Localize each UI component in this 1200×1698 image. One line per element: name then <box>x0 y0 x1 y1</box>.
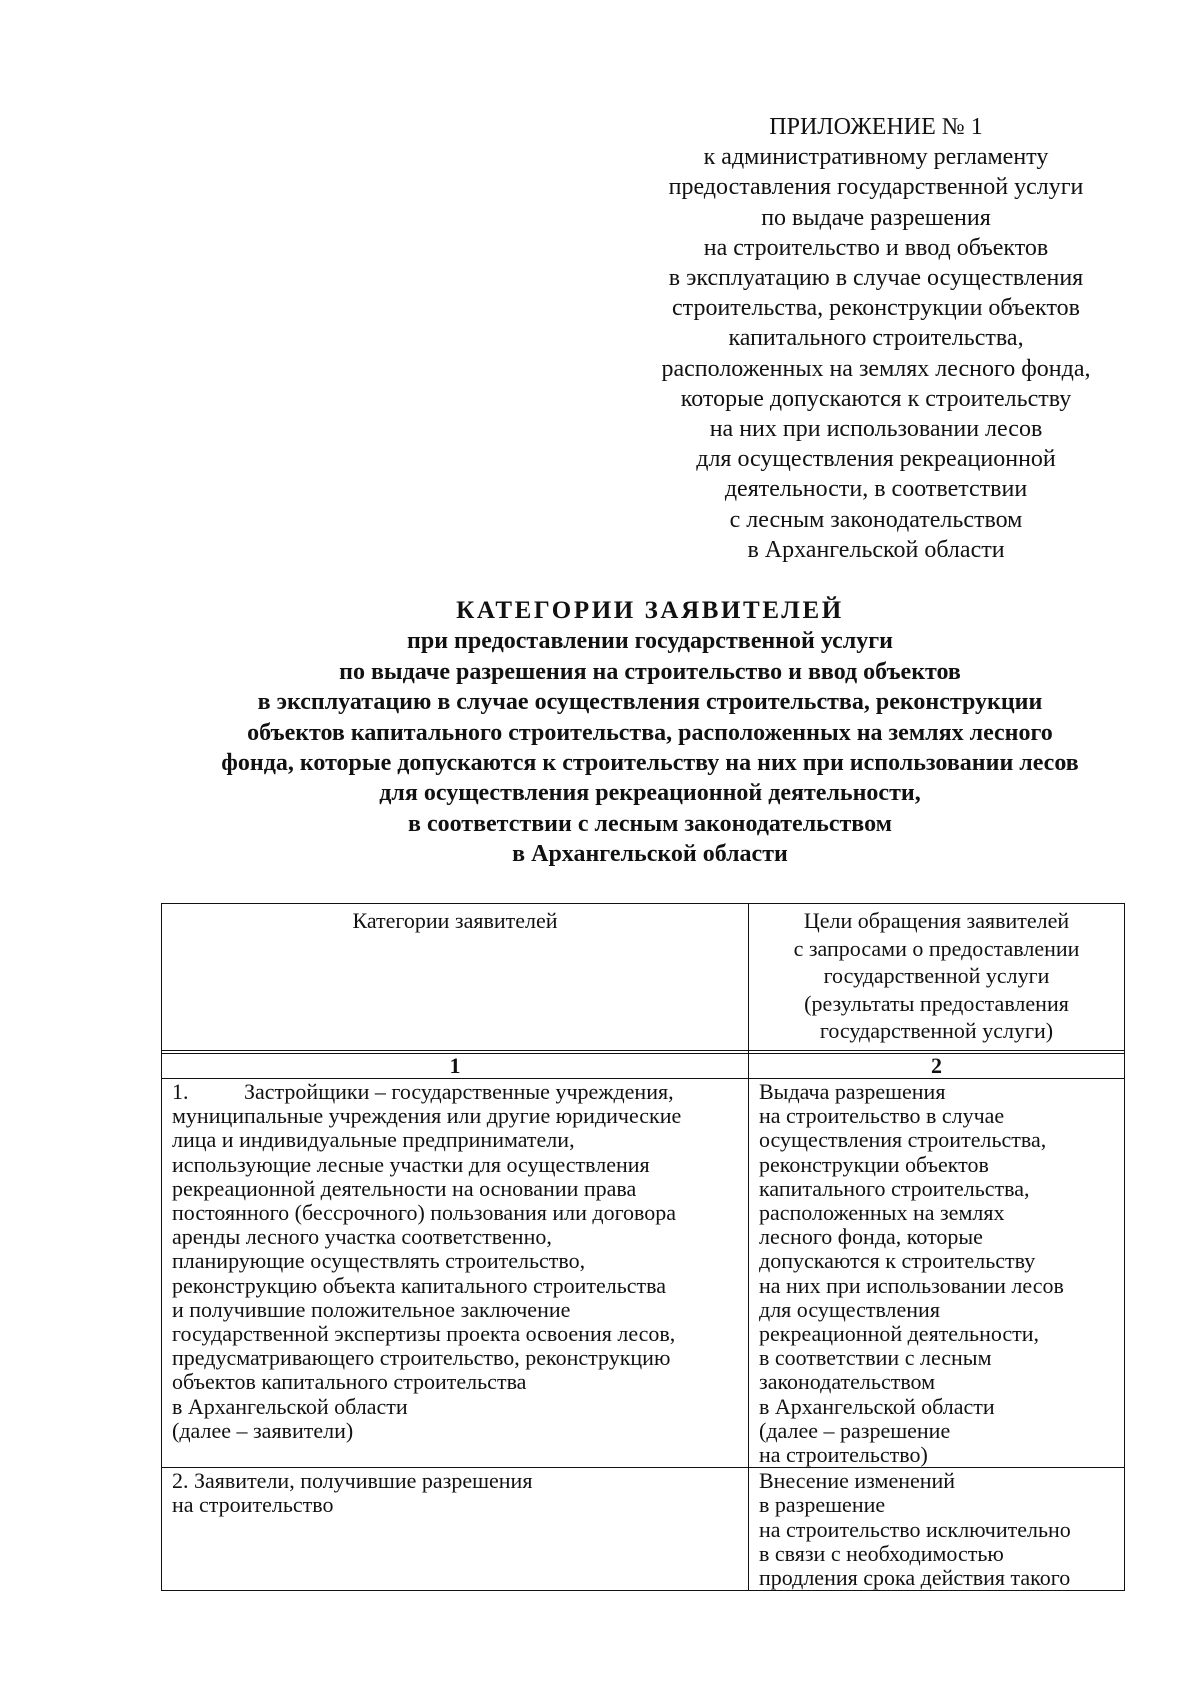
title-line: объектов капитального строительства, расположенных на землях лесного <box>247 719 1053 746</box>
row-text: лесного фонда, которые <box>759 1224 983 1250</box>
appendix-title: ПРИЛОЖЕНИЕ № 1 <box>769 114 983 140</box>
column-number-1: 1 <box>162 1054 749 1079</box>
header-text: государственной услуги <box>823 963 1050 988</box>
header-text: Цели обращения заявителей <box>803 908 1070 933</box>
header-text: (результаты предоставления <box>804 990 1069 1016</box>
column-number-2: 2 <box>749 1054 1125 1079</box>
appendix-line: строительства, реконструкции объектов <box>672 295 1080 322</box>
row-text: допускаются к строительству <box>759 1248 1036 1274</box>
title-line: при предоставлении государственной услуги <box>407 628 893 655</box>
row-text: лица и индивидуальные предприниматели, <box>172 1127 575 1153</box>
header-text: государственной услуги) <box>819 1018 1054 1043</box>
row-text: на строительство исключительно <box>759 1516 1071 1542</box>
row-1-goals-cell <box>749 1079 1125 1468</box>
row-2-goals-cell <box>749 1468 1125 1591</box>
row-text: 2. Заявители, получившие разрешения <box>172 1468 533 1494</box>
document-title <box>100 596 1200 870</box>
row-text: реконструкции объектов <box>759 1151 989 1177</box>
row-number: 1. <box>172 1079 189 1104</box>
row-text: в Архангельской области <box>759 1393 995 1419</box>
row-text: и получившие положительное заключение <box>172 1296 571 1322</box>
appendix-line: в Архангельской области <box>747 536 1005 563</box>
row-text: в соответствии с лесным <box>759 1345 992 1371</box>
column-number-row <box>162 1054 1125 1079</box>
appendix-line: по выдаче разрешения <box>761 204 991 231</box>
appendix-heading <box>626 112 1126 565</box>
applicant-categories-table <box>161 903 1125 1591</box>
title-line: по выдаче разрешения на строительство и ввод объектов <box>339 658 961 685</box>
row-text: рекреационной деятельности на основании права <box>172 1175 637 1201</box>
row-text: муниципальные учреждения или другие юридические <box>172 1103 682 1129</box>
appendix-line: для осуществления рекреационной <box>696 446 1056 473</box>
title-line: фонда, которые допускаются к строительству на них при использовании лесов <box>221 750 1079 777</box>
table-header-row <box>162 904 1125 1051</box>
row-text: рекреационной деятельности, <box>759 1321 1040 1347</box>
title-line: в соответствии с лесным законодательством <box>407 810 892 837</box>
row-text: расположенных на землях <box>759 1200 1005 1226</box>
appendix-line: с лесным законодательством <box>729 506 1023 533</box>
row-text: продления срока действия такого <box>759 1565 1071 1591</box>
row-text: в связи с необходимостью <box>759 1540 1004 1566</box>
row-text: в Архангельской области <box>172 1393 408 1419</box>
row-1-categories-cell <box>162 1079 749 1468</box>
row-text: осуществления строительства, <box>759 1127 1047 1153</box>
row-text: капитального строительства, <box>759 1175 1030 1201</box>
row-text: для осуществления <box>759 1296 940 1322</box>
row-text: предусматривающего строительство, реконструкцию <box>172 1345 671 1371</box>
header-cell-goals <box>749 904 1125 1051</box>
row-text: на них при использовании лесов <box>759 1272 1064 1298</box>
appendix-line: которые допускаются к строительству <box>680 385 1072 412</box>
row-text: планирующие осуществлять строительство, <box>172 1248 586 1274</box>
row-text: Внесение изменений <box>759 1468 956 1494</box>
appendix-line: капитального строительства, <box>728 325 1024 352</box>
row-text: (далее – разрешение <box>759 1417 951 1443</box>
table-row <box>162 1468 1125 1591</box>
row-2-categories-cell <box>162 1468 749 1591</box>
appendix-line: на них при использовании лесов <box>709 416 1043 443</box>
row-text: на строительство в случае <box>759 1103 1005 1129</box>
row-text: в разрешение <box>759 1492 886 1518</box>
appendix-line: к административному регламенту <box>703 144 1049 171</box>
title-heading: КАТЕГОРИИ ЗАЯВИТЕЛЕЙ <box>456 597 844 624</box>
appendix-line: в эксплуатацию в случае осуществления <box>668 265 1084 292</box>
row-text: реконструкцию объекта капитального строительства <box>172 1272 667 1298</box>
table-row <box>162 1079 1125 1468</box>
row-text: аренды лесного участка соответственно, <box>172 1224 552 1250</box>
appendix-line: на строительство и ввод объектов <box>703 234 1049 261</box>
title-line: в Архангельской области <box>512 841 788 868</box>
header-cell-categories <box>162 904 749 1051</box>
row-text: (далее – заявители) <box>172 1417 354 1443</box>
title-line: для осуществления рекреационной деятельности, <box>379 780 921 807</box>
header-text: Категории заявителей <box>352 908 558 933</box>
row-text <box>172 1080 740 1104</box>
row-text: постоянного (бессрочного) пользования или договора <box>172 1200 677 1226</box>
row-text: Выдача разрешения <box>759 1079 946 1104</box>
row-text: законодательством <box>759 1369 936 1395</box>
title-line: в эксплуатацию в случае осуществления строительства, реконструкции <box>257 689 1043 716</box>
appendix-line: расположенных на землях лесного фонда, <box>661 355 1091 382</box>
appendix-line: деятельности, в соответствии <box>724 476 1028 503</box>
appendix-line: предоставления государственной услуги <box>668 174 1084 201</box>
row-text: на строительство) <box>759 1442 928 1468</box>
row-text: государственной экспертизы проекта освоения лесов, <box>172 1321 676 1347</box>
row-text: на строительство <box>172 1492 334 1518</box>
row-text: объектов капитального строительства <box>172 1369 527 1395</box>
row-text-fragment: Застройщики – государственные учреждения, <box>244 1079 674 1104</box>
row-text: использующие лесные участки для осуществления <box>172 1151 650 1177</box>
header-text: с запросами о предоставлении <box>793 935 1080 961</box>
